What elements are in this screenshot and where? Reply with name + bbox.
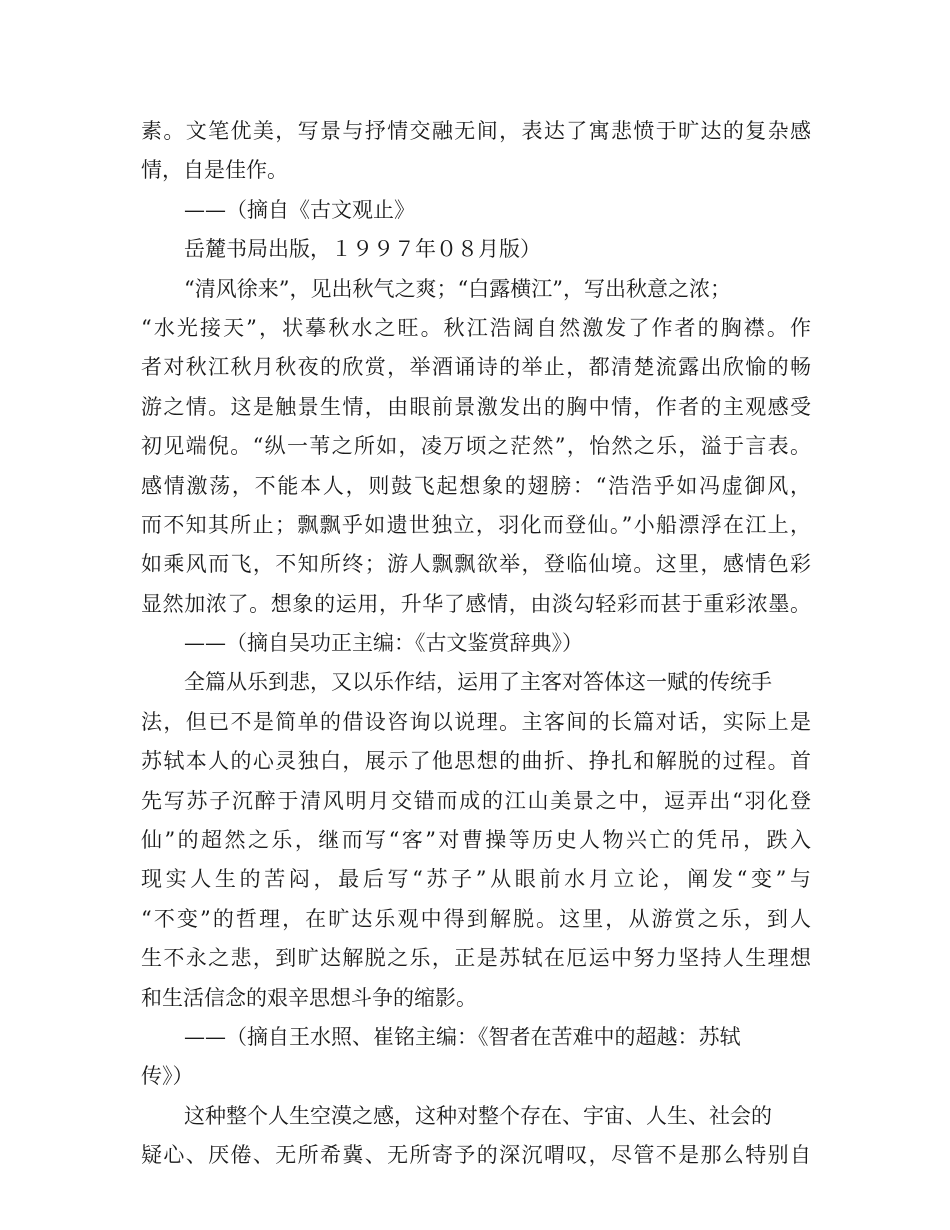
text-line: 游之情。这是触景生情，由眼前景激发出的胸中情，作者的主观感受 [141,394,811,419]
text-line: 这种整个人生空漠之感，这种对整个存在、宇宙、人生、社会的 [184,1103,772,1128]
text-line: 岳麓书局出版，１９９７年０８月版） [184,237,541,262]
body-text [141,112,821,1176]
text-line: 情，自是佳作。 [141,158,288,183]
text-line: 疑心、厌倦、无所希冀、无所寄予的深沉喟叹，尽管不是那么特别自 [141,1143,811,1168]
text-line: 者对秋江秋月秋夜的欣赏，举酒诵诗的举止，都清楚流露出欣愉的畅 [141,355,811,380]
text-line: 而不知其所止；飘飘乎如遗世独立，羽化而登仙。”小船漂浮在江上， [141,512,811,537]
text-line: 仙”的超然之乐，继而写“客”对曹操等历史人物兴亡的凭吊，跌入 [141,828,811,853]
text-line: 全篇从乐到悲，又以乐作结，运用了主客对答体这一赋的传统手 [184,670,772,695]
text-line: 现实人生的苦闷，最后写“苏子”从眼前水月立论，阐发“变”与 [141,867,811,892]
text-line: “清风徐来”，见出秋气之爽；“白露横江”，写出秋意之浓； [184,276,731,301]
text-line: 生不永之悲，到旷达解脱之乐，正是苏轼在厄运中努力坚持人生理想 [141,946,811,971]
text-line: ——（摘自王水照、崔铭主编：《智者在苦难中的超越：苏轼 [184,1024,741,1049]
text-line: 素。文笔优美，写景与抒情交融无间，表达了寓悲愤于旷达的复杂感 [141,119,811,143]
text-line: 和生活信念的艰辛思想斗争的缩影。 [141,985,477,1010]
text-line: “不变”的哲理，在旷达乐观中得到解脱。这里，从游赏之乐，到人 [141,906,811,931]
text-line: “水光接天”，状摹秋水之旺。秋江浩阔自然激发了作者的胸襟。作 [141,315,811,340]
text-line: ——（摘自吴功正主编：《古文鉴赏辞典》） [184,631,583,656]
text-line: 显然加浓了。想象的运用，升华了感情，由淡勾轻彩而甚于重彩浓墨。 [141,591,811,616]
text-line: 如乘风而飞，不知所终；游人飘飘欲举，登临仙境。这里，感情色彩 [141,552,811,577]
text-line: 感情激荡，不能本人，则鼓飞起想象的翅膀：“浩浩乎如冯虚御风， [141,473,811,498]
text-line: 苏轼本人的心灵独白，展示了他思想的曲折、挣扎和解脱的过程。首 [141,749,811,774]
text-line: 传》） [141,1064,194,1089]
text-line: 初见端倪。“纵一苇之所如，凌万顷之茫然”，怡然之乐，溢于言表。 [141,434,811,459]
text-line: 先写苏子沉醉于清风明月交错而成的江山美景之中，逗弄出“羽化登 [141,788,811,813]
text-line: ——（摘自《古文观止》 [184,197,415,222]
text-line: 法，但已不是简单的借设咨询以说理。主客间的长篇对话，实际上是 [141,709,811,734]
